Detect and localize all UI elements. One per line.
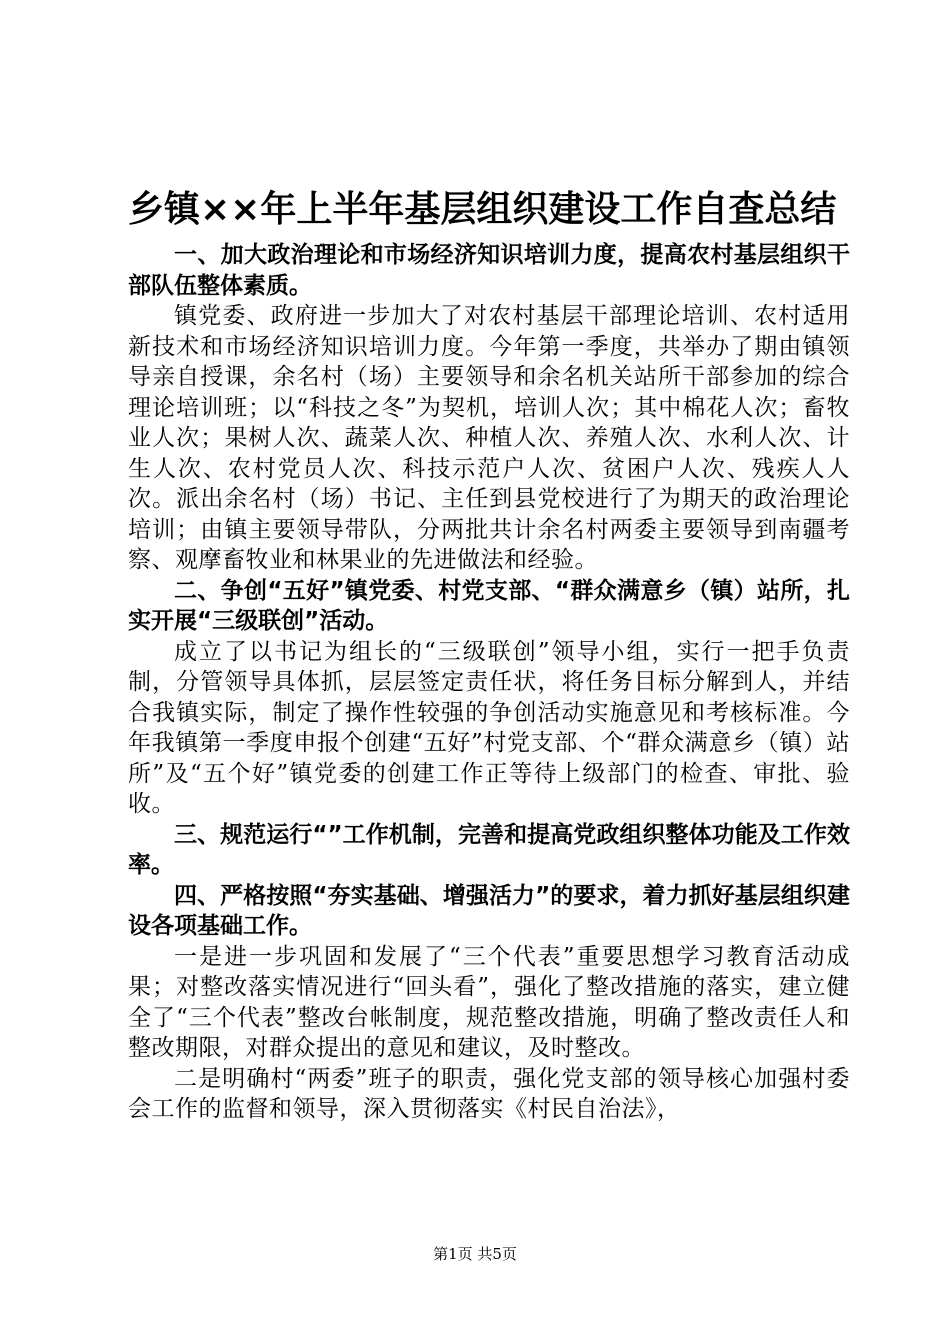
document-body (128, 240, 850, 1125)
section-heading-3: 三、规范运行“”工作机制，完善和提高党政组织整体功能及工作效率。 (128, 821, 850, 878)
section-heading-2: 二、争创“五好”镇党委、村党支部、“群众满意乡（镇）站所，扎实开展“三级联创”活动。 (128, 577, 850, 634)
section-heading-4: 四、严格按照“夯实基础、增强活力”的要求，着力抓好基层组织建设各项基础工作。 (128, 882, 850, 939)
document-title: 乡镇××年上半年基层组织建设工作自查总结 (128, 189, 837, 230)
body-paragraph-3: 一是进一步巩固和发展了“三个代表”重要思想学习教育活动成果；对整改落实情况进行“回头看”，强化了整改措施的落实，建立健全了“三个代表”整改台帐制度，规范整改措施，明确了整改责任人和整改期限，对群众提出的意见和建议，及时整改。 (128, 943, 850, 1061)
body-paragraph-4: 二是明确村“两委”班子的职责，强化党支部的领导核心加强村委会工作的监督和领导，深入贯彻落实《村民自治法》， (128, 1065, 850, 1122)
body-paragraph-1: 镇党委、政府进一步加大了对农村基层干部理论培训、农村适用新技术和市场经济知识培训力度。今年第一季度，共举办了期由镇领导亲自授课，余名村（场）主要领导和余名机关站所干部参加的综合理论培训班；以“科技之冬”为契机，培训人次；其中棉花人次；畜牧业人次；果树人次、蔬菜人次、种植人次、养殖人次、水利人次、计生人次、农村党员人次、科技示范户人次、贫困户人次、残疾人人次。派出余名村（场）书记、主任到县党校进行了为期天的政治理论培训；由镇主要领导带队，分两批共计余名村两委主要领导到南疆考察、观摩畜牧业和林果业的先进做法和经验。 (128, 303, 850, 573)
body-paragraph-2: 成立了以书记为组长的“三级联创”领导小组，实行一把手负责制，分管领导具体抓，层层签定责任状，将任务目标分解到人，并结合我镇实际，制定了操作性较强的争创活动实施意见和考核标准。今年我镇第一季度申报个创建“五好”村党支部、个“群众满意乡（镇）站所”及“五个好”镇党委的创建工作正等待上级部门的检查、审批、验收。 (128, 638, 850, 817)
page-number-footer: 第1页 共5页 (433, 1245, 517, 1263)
section-heading-1: 一、加大政治理论和市场经济知识培训力度，提高农村基层组织干部队伍整体素质。 (128, 242, 850, 299)
